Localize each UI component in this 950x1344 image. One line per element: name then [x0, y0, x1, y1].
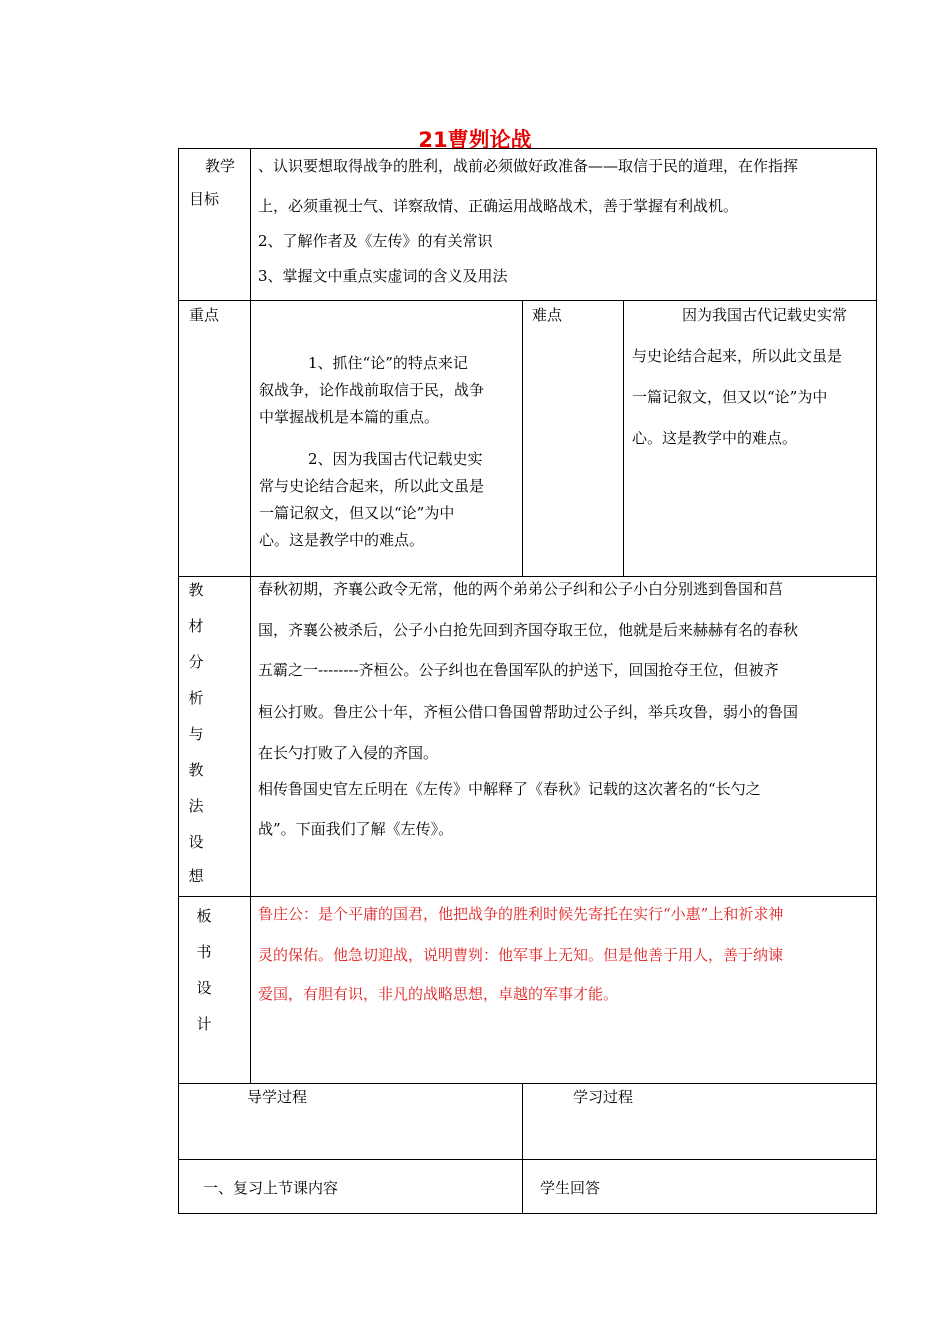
analysis-label-char: 分: [188, 653, 204, 671]
keypoint-p2-line3: 一篇记叙文，但又以“论”为中: [259, 504, 455, 522]
difficulty-line1: 因为我国古代记载史实常: [682, 306, 848, 324]
page-title: 21曹刿论战: [418, 128, 532, 152]
analysis-label-char: 教: [188, 581, 204, 599]
goals-line1: 、认识要想取得战争的胜利，战前必须做好政准备——取信于民的道理，在作指挥: [258, 157, 799, 175]
guide-header: 导学过程: [247, 1088, 308, 1106]
board-label-char: 书: [196, 943, 212, 961]
analysis-line6: 相传鲁国史官左丘明在《左传》中解释了《春秋》记载的这次著名的“长勺之: [258, 780, 761, 798]
keypoint-p1-line1: 1、抓住“论”的特点来记: [308, 354, 468, 372]
board-label-char: 板: [196, 907, 212, 925]
goals-label-line1: 教学: [205, 157, 236, 175]
analysis-line2: 国，齐襄公被杀后，公子小白抢先回到齐国夺取王位，他就是后来赫赫有名的春秋: [258, 621, 799, 639]
difficulty-line2: 与史论结合起来，所以此文虽是: [632, 347, 843, 365]
difficulty-label: 难点: [532, 306, 563, 324]
difficulty-line4: 心。这是教学中的难点。: [632, 429, 798, 447]
keypoint-label-cell: [178, 300, 251, 577]
board-line2: 灵的保佑。他急切迎战，说明曹刿：他军事上无知。但是他善于用人，善于纳谏: [258, 946, 784, 964]
study-row1: 学生回答: [540, 1179, 601, 1197]
keypoint-label: 重点: [189, 306, 220, 324]
analysis-line3: 五霸之一--------齐桓公。公子纠也在鲁国军队的护送下，回国抢夺王位，但被齐: [258, 661, 779, 679]
difficulty-label-cell: [522, 300, 624, 577]
guide-row1: 一、复习上节课内容: [203, 1179, 339, 1197]
analysis-label-char: 设: [188, 833, 204, 851]
analysis-line5: 在长勺打败了入侵的齐国。: [258, 744, 439, 762]
analysis-line1: 春秋初期，齐襄公政令无常，他的两个弟弟公子纠和公子小白分别逃到鲁国和莒: [258, 580, 784, 598]
analysis-label-char: 材: [188, 617, 204, 635]
guide-header-cell: [178, 1083, 523, 1160]
keypoint-p2-line1: 2、因为我国古代记载史实: [308, 450, 483, 468]
keypoint-p2-line2: 常与史论结合起来，所以此文虽是: [259, 477, 485, 495]
keypoint-p2-line4: 心。这是教学中的难点。: [259, 531, 425, 549]
study-header: 学习过程: [573, 1088, 634, 1106]
analysis-line4: 桓公打败。鲁庄公十年，齐桓公借口鲁国曾帮助过公子纠，举兵攻鲁，弱小的鲁国: [258, 703, 799, 721]
board-line3: 爱国，有胆有识，非凡的战略思想，卓越的军事才能。: [258, 985, 619, 1003]
analysis-line7: 战”。下面我们了解《左传》。: [258, 820, 454, 838]
board-label-char: 计: [196, 1015, 212, 1033]
analysis-label-char: 想: [188, 867, 204, 885]
board-label-char: 设: [196, 979, 212, 997]
keypoint-p1-line2: 叙战争，论作战前取信于民，战争: [259, 381, 485, 399]
analysis-label-char: 教: [188, 761, 204, 779]
keypoint-p1-line3: 中掌握战机是本篇的重点。: [259, 408, 440, 426]
goals-line3: 2、了解作者及《左传》的有关常识: [258, 232, 493, 250]
goals-label-line2: 目标: [189, 190, 220, 208]
analysis-label-char: 析: [188, 689, 204, 707]
board-line1: 鲁庄公：是个平庸的国君，他把战争的胜利时候先寄托在实行“小惠”上和祈求神: [258, 905, 784, 923]
difficulty-line3: 一篇记叙文，但又以“论”为中: [632, 388, 828, 406]
analysis-label-char: 与: [188, 725, 204, 743]
goals-line2: 上，必须重视士气、详察敌情、正确运用战略战术，善于掌握有利战机。: [258, 197, 739, 215]
goals-line4: 3、掌握文中重点实虚词的含义及用法: [258, 267, 508, 285]
analysis-label-char: 法: [188, 797, 204, 815]
